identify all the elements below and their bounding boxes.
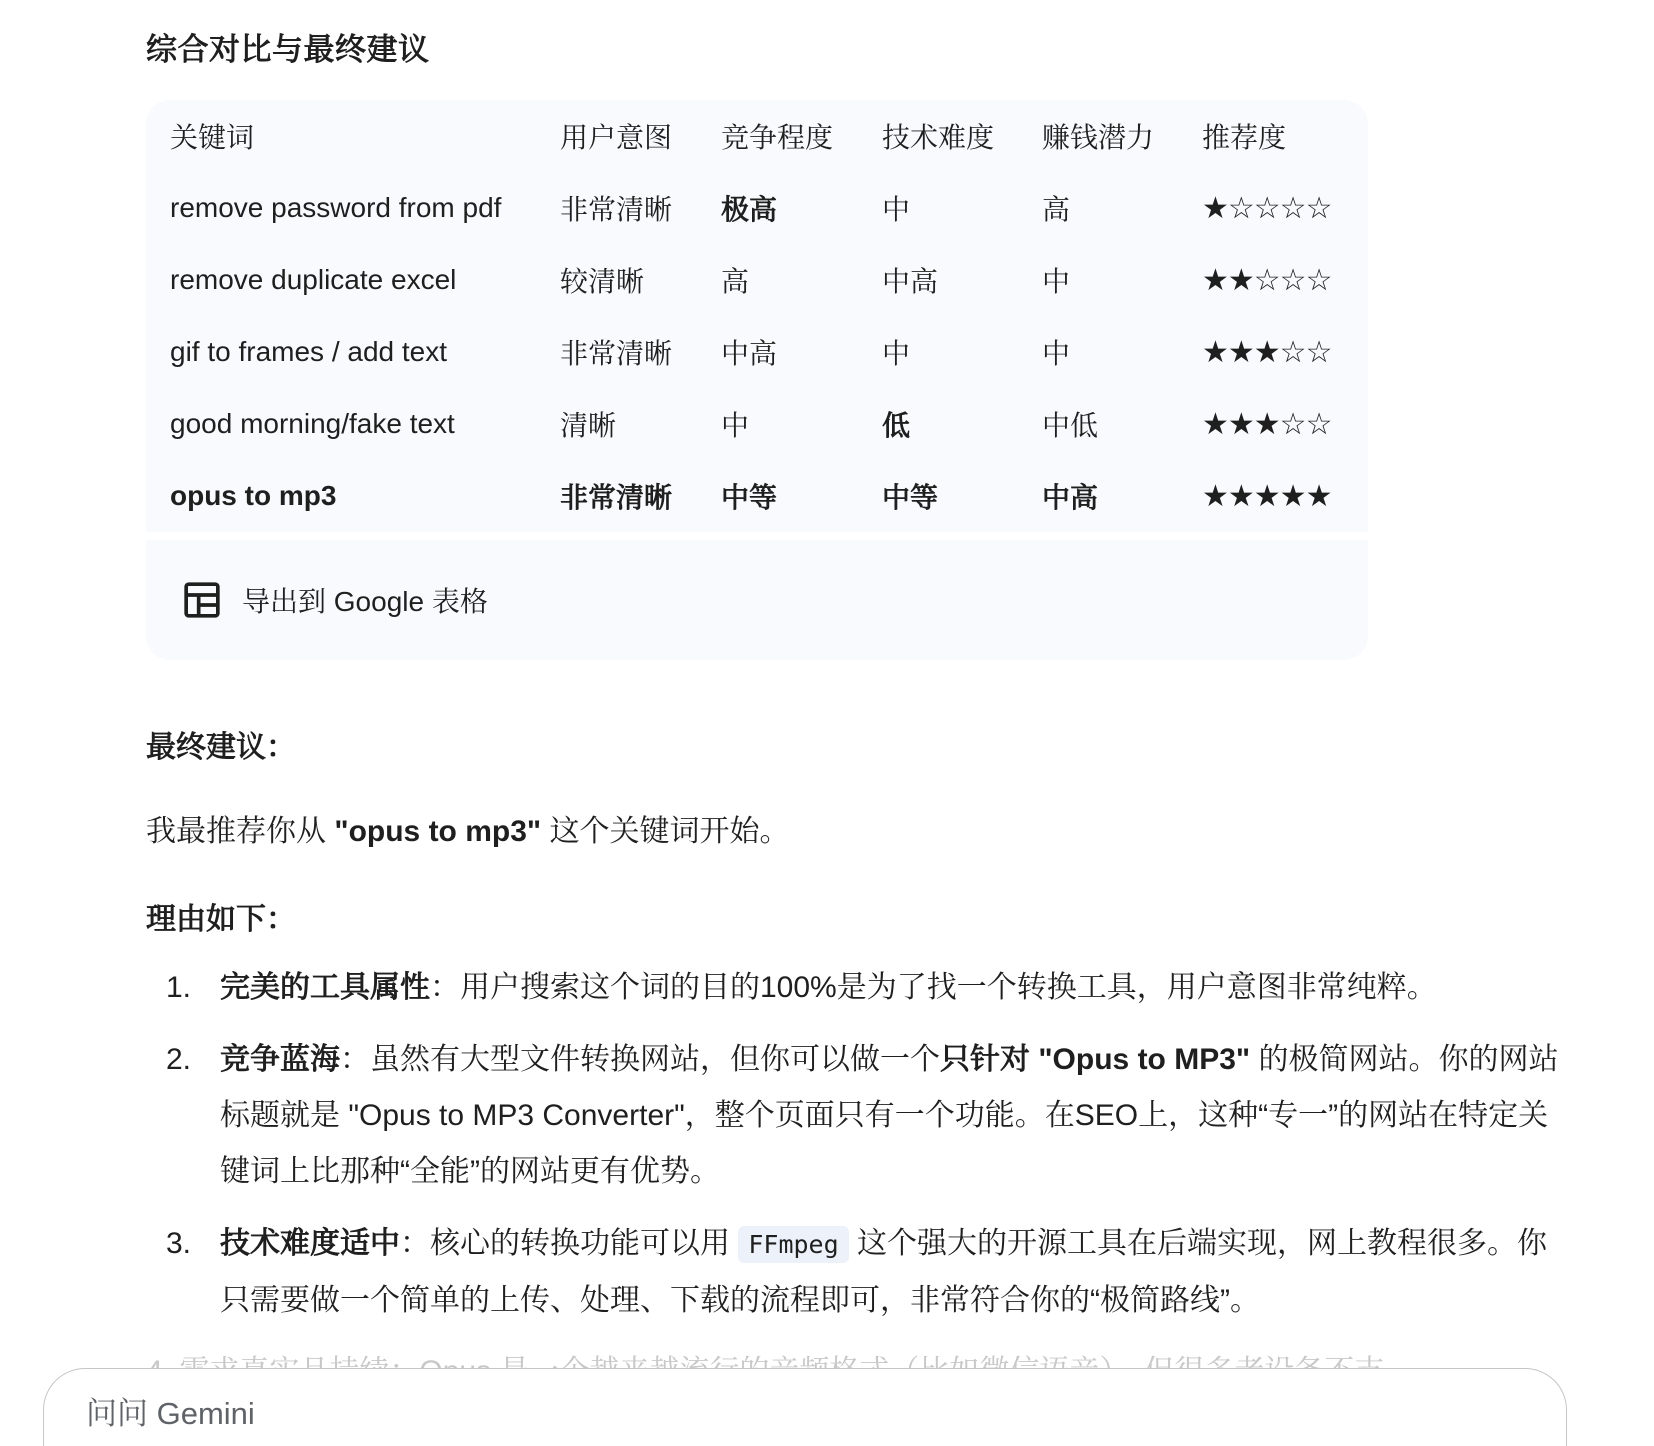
reason-text: 这个强大的开源工具在后端实现，网上教程很多。你只需要做一个简单的上传、处理、下载的流程即可，非常符合你的“极简路线”。 xyxy=(220,1227,1547,1317)
table-cell: 中 xyxy=(1042,266,1071,297)
list-number: 3. xyxy=(166,1227,192,1260)
table-cell: opus to mp3 xyxy=(170,480,337,511)
header-intent: 用户意图 xyxy=(560,122,673,153)
table-cell: 非常清晰 xyxy=(560,338,673,369)
list-item xyxy=(146,1032,1566,1200)
prompt-input-box xyxy=(43,1368,1567,1446)
table-cell: 清晰 xyxy=(560,410,617,441)
final-heading: 最终建议： xyxy=(146,731,296,764)
list-number: 1. xyxy=(166,971,192,1004)
reasons-list xyxy=(146,960,1566,1345)
reason-bold: 只针对 "Opus to MP3" xyxy=(940,1043,1251,1076)
table-row xyxy=(170,244,1362,316)
reason-title: 技术难度适中 xyxy=(220,1227,400,1260)
header-keyword: 关键词 xyxy=(170,122,255,153)
table-cell: 低 xyxy=(882,410,911,441)
reason-text: ：虽然有大型文件转换网站，但你可以做一个 xyxy=(340,1043,940,1076)
header-competition: 竞争程度 xyxy=(721,122,834,153)
table-cell: good morning/fake text xyxy=(170,408,455,439)
table-row xyxy=(170,316,1362,388)
recommend-keyword: "opus to mp3" xyxy=(334,815,542,848)
comparison-table-card xyxy=(146,100,1368,532)
reason-text: 的极简网站。你的网站标题就是 "Opus to MP3 Converter"，整个页面只有一个功能。在SEO上，这种“专一”的网站在特定关键词上比那种“全能”的网站更有优势。 xyxy=(220,1043,1559,1188)
header-earning: 赚钱潜力 xyxy=(1042,122,1155,153)
table-row-highlight xyxy=(170,460,1362,532)
table-cell: 中等 xyxy=(882,482,939,513)
reason-text: ：用户搜索这个词的目的100%是为了找一个转换工具，用户意图非常纯粹。 xyxy=(430,971,1437,1004)
list-item xyxy=(146,960,1566,1016)
table-cell: 中高 xyxy=(1042,482,1099,513)
prompt-input[interactable] xyxy=(84,1395,1488,1433)
reasons-heading: 理由如下： xyxy=(146,903,296,936)
reason-title: 完美的工具属性 xyxy=(220,971,430,1004)
export-to-sheets-button[interactable] xyxy=(182,578,488,622)
table-row xyxy=(170,388,1362,460)
table-cell: 中 xyxy=(1042,338,1071,369)
table-cell: 中低 xyxy=(1042,410,1099,441)
inline-code: FFmpeg xyxy=(738,1226,848,1263)
table-cell: 极高 xyxy=(721,194,778,225)
recommend-suffix: 这个关键词开始。 xyxy=(541,815,790,848)
comparison-table xyxy=(170,100,1362,532)
reason-text: ：核心的转换功能可以用 xyxy=(400,1227,739,1260)
recommend-prefix: 我最推荐你从 xyxy=(146,815,335,848)
table-cell: 非常清晰 xyxy=(560,194,673,225)
export-label: 导出到 Google 表格 xyxy=(242,586,488,617)
table-cell: 中 xyxy=(882,338,911,369)
recommend-paragraph xyxy=(146,806,789,850)
table-cell: 较清晰 xyxy=(560,266,645,297)
table-cell: 中 xyxy=(882,194,911,225)
rating-stars: ★★★☆☆ xyxy=(1202,407,1332,441)
table-row xyxy=(170,172,1362,244)
section-title: 综合对比与最终建议 xyxy=(146,32,430,67)
table-cell: 中高 xyxy=(882,266,939,297)
rating-stars: ★★★☆☆ xyxy=(1202,335,1332,369)
table-cell: 高 xyxy=(721,266,750,297)
export-bar xyxy=(146,540,1368,660)
list-number: 2. xyxy=(166,1043,192,1076)
header-recommend: 推荐度 xyxy=(1202,122,1287,153)
rating-stars: ★☆☆☆☆ xyxy=(1202,191,1332,225)
rating-stars: ★★☆☆☆ xyxy=(1202,263,1332,297)
list-item xyxy=(146,1216,1566,1329)
table-grid-icon xyxy=(182,580,222,620)
table-cell: remove duplicate excel xyxy=(170,264,457,295)
table-cell: gif to frames / add text xyxy=(170,336,448,367)
table-cell: 高 xyxy=(1042,194,1071,225)
table-header-row xyxy=(170,100,1362,172)
table-cell: 中高 xyxy=(721,338,778,369)
table-cell: 非常清晰 xyxy=(560,482,673,513)
reason-title: 竞争蓝海 xyxy=(220,1043,340,1076)
table-cell: 中 xyxy=(721,410,750,441)
header-difficulty: 技术难度 xyxy=(882,122,995,153)
table-cell: 中等 xyxy=(721,482,778,513)
rating-stars: ★★★★★ xyxy=(1202,479,1332,513)
table-cell: remove password from pdf xyxy=(170,192,502,223)
